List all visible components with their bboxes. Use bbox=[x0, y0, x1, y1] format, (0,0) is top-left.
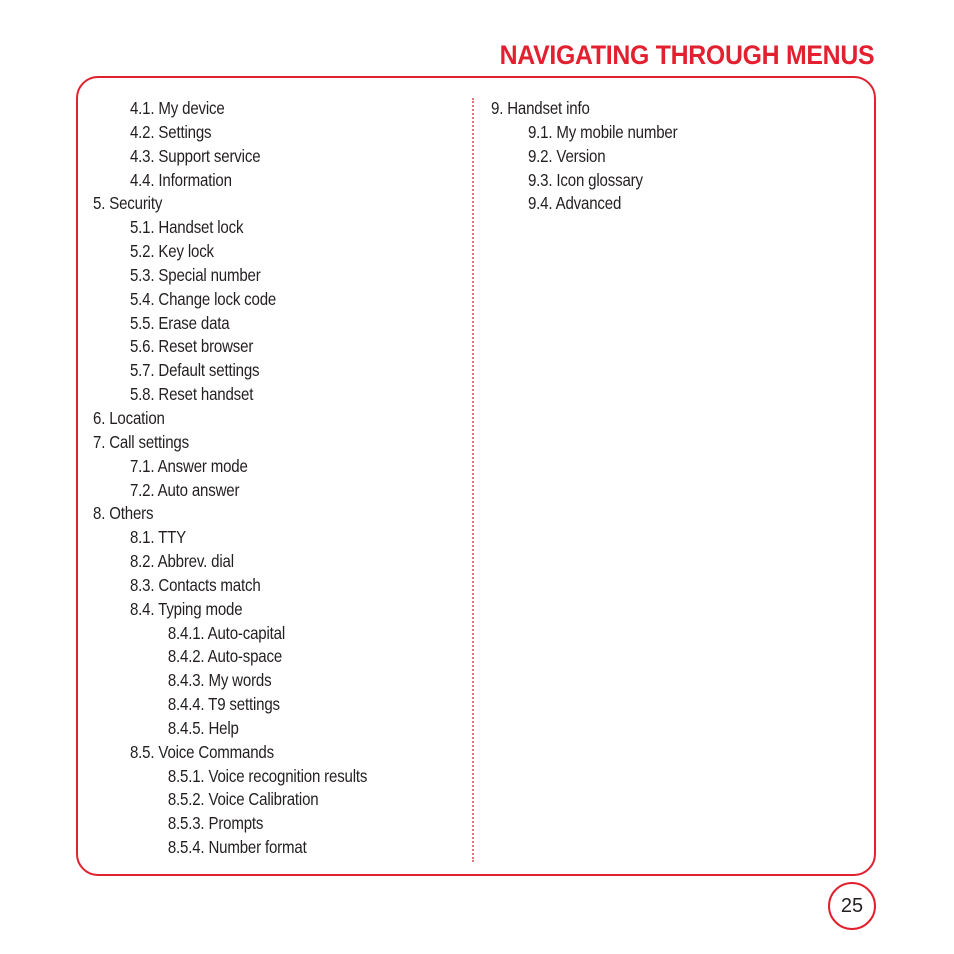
menu-item: 8.5.4. Number format bbox=[167, 837, 307, 858]
menu-item: 5.1. Handset lock bbox=[129, 217, 244, 238]
menu-item: 8.5.1. Voice recognition results bbox=[167, 765, 368, 786]
column-divider bbox=[472, 98, 474, 862]
menu-item: 5.2. Key lock bbox=[129, 241, 214, 262]
menu-item: 9.1. My mobile number bbox=[527, 121, 678, 142]
menu-item: 8.1. TTY bbox=[129, 527, 187, 548]
menu-item: 4.4. Information bbox=[129, 169, 232, 190]
menu-item: 7. Call settings bbox=[93, 431, 189, 452]
menu-item: 8.3. Contacts match bbox=[129, 574, 261, 595]
menu-item: 8.4.1. Auto-capital bbox=[167, 622, 286, 643]
menu-item: 9.4. Advanced bbox=[527, 193, 622, 214]
menu-item: 4.3. Support service bbox=[129, 145, 261, 166]
menu-item: 7.1. Answer mode bbox=[129, 455, 248, 476]
menu-item: 8.4.2. Auto-space bbox=[167, 646, 283, 667]
menu-item: 8.4. Typing mode bbox=[129, 598, 243, 619]
menu-item: 5.3. Special number bbox=[129, 264, 261, 285]
menu-item: 7.2. Auto answer bbox=[129, 479, 240, 500]
menu-item: 5.7. Default settings bbox=[129, 360, 260, 381]
menu-item: 4.1. My device bbox=[129, 98, 225, 118]
menu-item: 5.5. Erase data bbox=[129, 312, 230, 333]
menu-list-right bbox=[491, 97, 708, 216]
menu-item: 9.2. Version bbox=[527, 145, 606, 166]
menu-list-left bbox=[93, 97, 412, 860]
page-title: NAVIGATING THROUGH MENUS bbox=[499, 40, 874, 70]
page-number: 25 bbox=[828, 882, 876, 930]
menu-item: 5.8. Reset handset bbox=[129, 384, 254, 405]
menu-item: 9.3. Icon glossary bbox=[527, 169, 643, 190]
menu-item: 8. Others bbox=[93, 503, 154, 524]
menu-item: 9. Handset info bbox=[491, 98, 590, 118]
menu-item: 8.5.3. Prompts bbox=[167, 813, 264, 834]
menu-item: 6. Location bbox=[93, 407, 165, 428]
menu-item: 8.4.3. My words bbox=[167, 670, 272, 691]
menu-item: 5.4. Change lock code bbox=[129, 288, 277, 309]
menu-item: 8.4.5. Help bbox=[167, 717, 239, 738]
menu-item: 8.5. Voice Commands bbox=[129, 741, 274, 762]
menu-item: 8.5.2. Voice Calibration bbox=[167, 789, 319, 810]
menu-item: 5. Security bbox=[93, 193, 163, 214]
menu-item: 8.4.4. T9 settings bbox=[167, 694, 280, 715]
menu-item: 8.2. Abbrev. dial bbox=[129, 551, 234, 572]
menu-item: 5.6. Reset browser bbox=[129, 336, 254, 357]
menu-item: 4.2. Settings bbox=[129, 121, 212, 142]
